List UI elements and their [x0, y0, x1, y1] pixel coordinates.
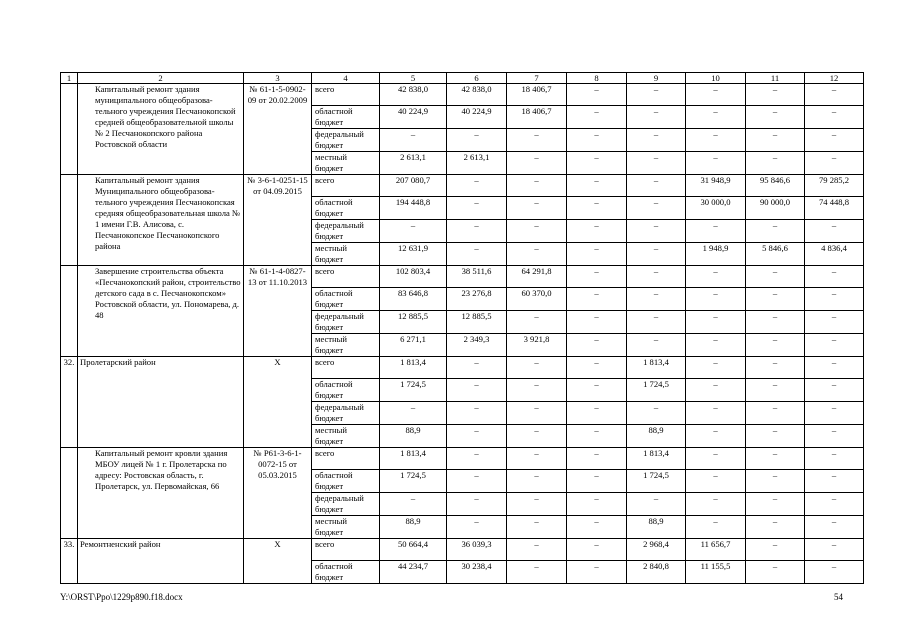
funding-source-cell: областной бюджет — [312, 197, 380, 220]
amount-cell: 12 631,9 — [380, 243, 447, 266]
amount-cell: 30 000,0 — [686, 197, 746, 220]
funding-source-cell: областной бюджет — [312, 288, 380, 311]
amount-cell: 18 406,7 — [507, 106, 567, 129]
funding-source-cell: местный бюджет — [312, 425, 380, 448]
table-row — [61, 266, 864, 288]
amount-cell: – — [746, 493, 805, 516]
funding-source-cell: всего — [312, 357, 380, 379]
object-name-cell: Пролетарский район — [78, 357, 244, 448]
amount-cell: – — [447, 493, 507, 516]
amount-cell: – — [686, 402, 746, 425]
object-name-cell: Ремонтненский район — [78, 539, 244, 584]
amount-cell: – — [380, 402, 447, 425]
amount-cell: – — [567, 470, 627, 493]
amount-cell: – — [507, 379, 567, 402]
amount-cell: – — [507, 561, 567, 584]
amount-cell: 44 234,7 — [380, 561, 447, 584]
amount-cell: – — [746, 539, 805, 561]
amount-cell: 60 370,0 — [507, 288, 567, 311]
amount-cell: – — [805, 448, 864, 470]
amount-cell: – — [746, 266, 805, 288]
amount-cell: 23 276,8 — [447, 288, 507, 311]
amount-cell: – — [447, 357, 507, 379]
amount-cell: – — [686, 470, 746, 493]
amount-cell: 2 613,1 — [447, 152, 507, 175]
amount-cell: – — [805, 470, 864, 493]
amount-cell: 40 224,9 — [447, 106, 507, 129]
item-number-cell — [61, 84, 78, 175]
amount-cell: – — [805, 334, 864, 357]
amount-cell: – — [627, 197, 686, 220]
amount-cell: – — [507, 470, 567, 493]
amount-cell: 1 724,5 — [627, 379, 686, 402]
amount-cell: 2 968,4 — [627, 539, 686, 561]
table-row — [61, 448, 864, 470]
amount-cell: – — [686, 448, 746, 470]
amount-cell: – — [746, 470, 805, 493]
amount-cell: – — [746, 425, 805, 448]
amount-cell: – — [805, 539, 864, 561]
funding-source-cell: областной бюджет — [312, 379, 380, 402]
document-number-cell: Х — [244, 539, 312, 584]
amount-cell: – — [746, 561, 805, 584]
item-number-cell — [61, 266, 78, 357]
amount-cell: 83 646,8 — [380, 288, 447, 311]
amount-cell: – — [507, 493, 567, 516]
amount-cell: 3 921,8 — [507, 334, 567, 357]
amount-cell: – — [746, 402, 805, 425]
amount-cell: – — [746, 357, 805, 379]
amount-cell: 11 656,7 — [686, 539, 746, 561]
funding-source-cell: всего — [312, 539, 380, 561]
header-cell: 11 — [746, 73, 805, 84]
table-row — [61, 84, 864, 106]
amount-cell: – — [507, 516, 567, 539]
header-cell: 12 — [805, 73, 864, 84]
amount-cell: – — [447, 425, 507, 448]
table-row — [61, 175, 864, 197]
amount-cell: 1 813,4 — [380, 357, 447, 379]
amount-cell: – — [627, 288, 686, 311]
amount-cell: – — [686, 379, 746, 402]
amount-cell: – — [567, 357, 627, 379]
amount-cell: 207 080,7 — [380, 175, 447, 197]
amount-cell: – — [686, 266, 746, 288]
object-name-cell: Капитальный ремонт здания муниципального общеобразова-тельного учреждения Песчанокопской средней общеобразовательной школы № 2 Песчанокопского района Ростовской области — [78, 84, 244, 175]
item-number-cell — [61, 448, 78, 539]
amount-cell: – — [746, 379, 805, 402]
amount-cell: 42 838,0 — [380, 84, 447, 106]
amount-cell: – — [686, 152, 746, 175]
amount-cell: 1 813,4 — [380, 448, 447, 470]
footer-file-path: Y:\ORST\Ppo\1229p890.f18.docx — [60, 592, 183, 602]
amount-cell: 1 948,9 — [686, 243, 746, 266]
funding-source-cell: всего — [312, 175, 380, 197]
amount-cell: – — [447, 516, 507, 539]
amount-cell: – — [627, 175, 686, 197]
amount-cell: – — [686, 334, 746, 357]
amount-cell: – — [507, 539, 567, 561]
amount-cell: – — [627, 84, 686, 106]
amount-cell: – — [380, 220, 447, 243]
amount-cell: – — [746, 129, 805, 152]
header-cell: 8 — [567, 73, 627, 84]
funding-source-cell: местный бюджет — [312, 516, 380, 539]
amount-cell: – — [746, 220, 805, 243]
amount-cell: – — [567, 516, 627, 539]
amount-cell: 1 724,5 — [627, 470, 686, 493]
amount-cell: 1 813,4 — [627, 448, 686, 470]
amount-cell: 88,9 — [627, 425, 686, 448]
amount-cell: – — [567, 539, 627, 561]
amount-cell: 31 948,9 — [686, 175, 746, 197]
amount-cell: – — [447, 129, 507, 152]
amount-cell: – — [567, 220, 627, 243]
amount-cell: – — [447, 175, 507, 197]
funding-source-cell: местный бюджет — [312, 243, 380, 266]
amount-cell: – — [507, 311, 567, 334]
amount-cell: – — [746, 311, 805, 334]
amount-cell: 2 349,3 — [447, 334, 507, 357]
document-number-cell: № 61-1-4-0827-13 от 11.10.2013 — [244, 266, 312, 357]
amount-cell: – — [805, 425, 864, 448]
funding-source-cell: всего — [312, 84, 380, 106]
item-number-cell — [61, 175, 78, 266]
table-row — [61, 539, 864, 561]
amount-cell: – — [627, 311, 686, 334]
funding-source-cell: областной бюджет — [312, 470, 380, 493]
amount-cell: – — [627, 106, 686, 129]
amount-cell: – — [746, 516, 805, 539]
amount-cell: 40 224,9 — [380, 106, 447, 129]
amount-cell: – — [805, 129, 864, 152]
amount-cell: 12 885,5 — [380, 311, 447, 334]
amount-cell: 12 885,5 — [447, 311, 507, 334]
header-cell: 1 — [61, 73, 78, 84]
funding-source-cell: всего — [312, 448, 380, 470]
amount-cell: 38 511,6 — [447, 266, 507, 288]
funding-source-cell: федеральный бюджет — [312, 311, 380, 334]
amount-cell: – — [567, 493, 627, 516]
amount-cell: – — [627, 493, 686, 516]
amount-cell: – — [567, 266, 627, 288]
amount-cell: 30 238,4 — [447, 561, 507, 584]
amount-cell: – — [447, 470, 507, 493]
amount-cell: 79 285,2 — [805, 175, 864, 197]
amount-cell: – — [805, 106, 864, 129]
amount-cell: 88,9 — [627, 516, 686, 539]
amount-cell: – — [507, 402, 567, 425]
amount-cell: 4 836,4 — [805, 243, 864, 266]
amount-cell: 194 448,8 — [380, 197, 447, 220]
amount-cell: – — [567, 402, 627, 425]
amount-cell: 64 291,8 — [507, 266, 567, 288]
amount-cell: – — [805, 561, 864, 584]
amount-cell: – — [805, 493, 864, 516]
item-number-cell: 32. — [61, 357, 78, 448]
funding-source-cell: местный бюджет — [312, 152, 380, 175]
header-cell: 10 — [686, 73, 746, 84]
amount-cell: – — [746, 448, 805, 470]
amount-cell: – — [447, 220, 507, 243]
amount-cell: – — [627, 334, 686, 357]
amount-cell: – — [805, 402, 864, 425]
item-number-cell: 33. — [61, 539, 78, 584]
amount-cell: – — [567, 106, 627, 129]
amount-cell: – — [746, 334, 805, 357]
funding-source-cell: всего — [312, 266, 380, 288]
header-cell: 2 — [78, 73, 244, 84]
object-name-cell: Завершение строительства объекта «Песчанокопский район, строительство детского сада в с. Песчанокопском» Ростовской области, ул. Пономарева, д. 48 — [78, 266, 244, 357]
amount-cell: – — [567, 379, 627, 402]
amount-cell: 5 846,6 — [746, 243, 805, 266]
amount-cell: – — [627, 220, 686, 243]
amount-cell: 88,9 — [380, 425, 447, 448]
amount-cell: – — [627, 152, 686, 175]
amount-cell: 42 838,0 — [447, 84, 507, 106]
amount-cell: – — [686, 220, 746, 243]
amount-cell: – — [507, 448, 567, 470]
amount-cell: – — [567, 311, 627, 334]
amount-cell: – — [686, 516, 746, 539]
amount-cell: – — [507, 129, 567, 152]
document-number-cell: № 61-1-5-0902-09 от 20.02.2009 — [244, 84, 312, 175]
table-row — [61, 357, 864, 379]
amount-cell: – — [805, 266, 864, 288]
amount-cell: – — [507, 425, 567, 448]
amount-cell: – — [567, 425, 627, 448]
amount-cell: 88,9 — [380, 516, 447, 539]
amount-cell: 36 039,3 — [447, 539, 507, 561]
amount-cell: – — [627, 266, 686, 288]
funding-source-cell: федеральный бюджет — [312, 129, 380, 152]
amount-cell: 1 813,4 — [627, 357, 686, 379]
amount-cell: 2 840,8 — [627, 561, 686, 584]
object-name-cell: Капитальный ремонт здания Муниципального общеобразова-тельного учреждения Песчанокопская средняя общеобразовательная школа № 1 имени Г.В. Алисова, с. Песчанокопское Песчанокопского района — [78, 175, 244, 266]
amount-cell: 90 000,0 — [746, 197, 805, 220]
amount-cell: – — [380, 129, 447, 152]
amount-cell: – — [507, 357, 567, 379]
amount-cell: – — [805, 84, 864, 106]
amount-cell: – — [627, 129, 686, 152]
amount-cell: – — [805, 288, 864, 311]
funding-source-cell: федеральный бюджет — [312, 493, 380, 516]
amount-cell: 2 613,1 — [380, 152, 447, 175]
amount-cell: – — [447, 448, 507, 470]
amount-cell: – — [686, 129, 746, 152]
amount-cell: – — [447, 197, 507, 220]
amount-cell: – — [686, 106, 746, 129]
object-name-cell: Капитальный ремонт кровли здания МБОУ лицей № 1 г. Пролетарска по адресу: Ростовская область, г. Пролетарск, ул. Первомайская, 66 — [78, 448, 244, 539]
amount-cell: – — [567, 448, 627, 470]
header-cell: 3 — [244, 73, 312, 84]
document-number-cell: № 3-6-1-0251-15 от 04.09.2015 — [244, 175, 312, 266]
amount-cell: 50 664,4 — [380, 539, 447, 561]
header-row — [61, 73, 864, 84]
amount-cell: – — [507, 243, 567, 266]
funding-source-cell: местный бюджет — [312, 334, 380, 357]
footer-page-number: 54 — [834, 592, 843, 602]
amount-cell: – — [507, 175, 567, 197]
amount-cell: – — [507, 152, 567, 175]
header-cell: 5 — [380, 73, 447, 84]
amount-cell: – — [567, 152, 627, 175]
amount-cell: – — [567, 561, 627, 584]
funding-source-cell: федеральный бюджет — [312, 402, 380, 425]
amount-cell: – — [686, 493, 746, 516]
amount-cell: – — [507, 220, 567, 243]
amount-cell: – — [746, 106, 805, 129]
amount-cell: – — [686, 84, 746, 106]
amount-cell: – — [686, 425, 746, 448]
document-number-cell: Х — [244, 357, 312, 448]
amount-cell: 102 803,4 — [380, 266, 447, 288]
header-cell: 9 — [627, 73, 686, 84]
amount-cell: – — [746, 288, 805, 311]
amount-cell: – — [627, 402, 686, 425]
amount-cell: – — [746, 84, 805, 106]
header-cell: 4 — [312, 73, 380, 84]
amount-cell: 95 846,6 — [746, 175, 805, 197]
amount-cell: – — [805, 311, 864, 334]
budget-table — [60, 72, 864, 584]
amount-cell: 11 155,5 — [686, 561, 746, 584]
amount-cell: – — [447, 243, 507, 266]
amount-cell: 74 448,8 — [805, 197, 864, 220]
header-cell: 6 — [447, 73, 507, 84]
amount-cell: 6 271,1 — [380, 334, 447, 357]
amount-cell: 18 406,7 — [507, 84, 567, 106]
funding-source-cell: областной бюджет — [312, 561, 380, 584]
amount-cell: – — [686, 311, 746, 334]
amount-cell: – — [805, 516, 864, 539]
funding-source-cell: областной бюджет — [312, 106, 380, 129]
amount-cell: – — [567, 197, 627, 220]
amount-cell: – — [805, 152, 864, 175]
amount-cell: – — [447, 379, 507, 402]
amount-cell: – — [686, 357, 746, 379]
amount-cell: 1 724,5 — [380, 379, 447, 402]
amount-cell: – — [567, 175, 627, 197]
amount-cell: – — [567, 243, 627, 266]
amount-cell: – — [507, 197, 567, 220]
header-cell: 7 — [507, 73, 567, 84]
amount-cell: – — [746, 152, 805, 175]
amount-cell: – — [380, 493, 447, 516]
amount-cell: – — [567, 334, 627, 357]
amount-cell: – — [567, 288, 627, 311]
amount-cell: – — [447, 402, 507, 425]
amount-cell: – — [567, 84, 627, 106]
amount-cell: 1 724,5 — [380, 470, 447, 493]
amount-cell: – — [805, 357, 864, 379]
amount-cell: – — [567, 129, 627, 152]
amount-cell: – — [805, 220, 864, 243]
funding-source-cell: федеральный бюджет — [312, 220, 380, 243]
amount-cell: – — [805, 379, 864, 402]
amount-cell: – — [686, 288, 746, 311]
amount-cell: – — [627, 243, 686, 266]
document-number-cell: № Р61-3-6-1-0072-15 от 05.03.2015 — [244, 448, 312, 539]
